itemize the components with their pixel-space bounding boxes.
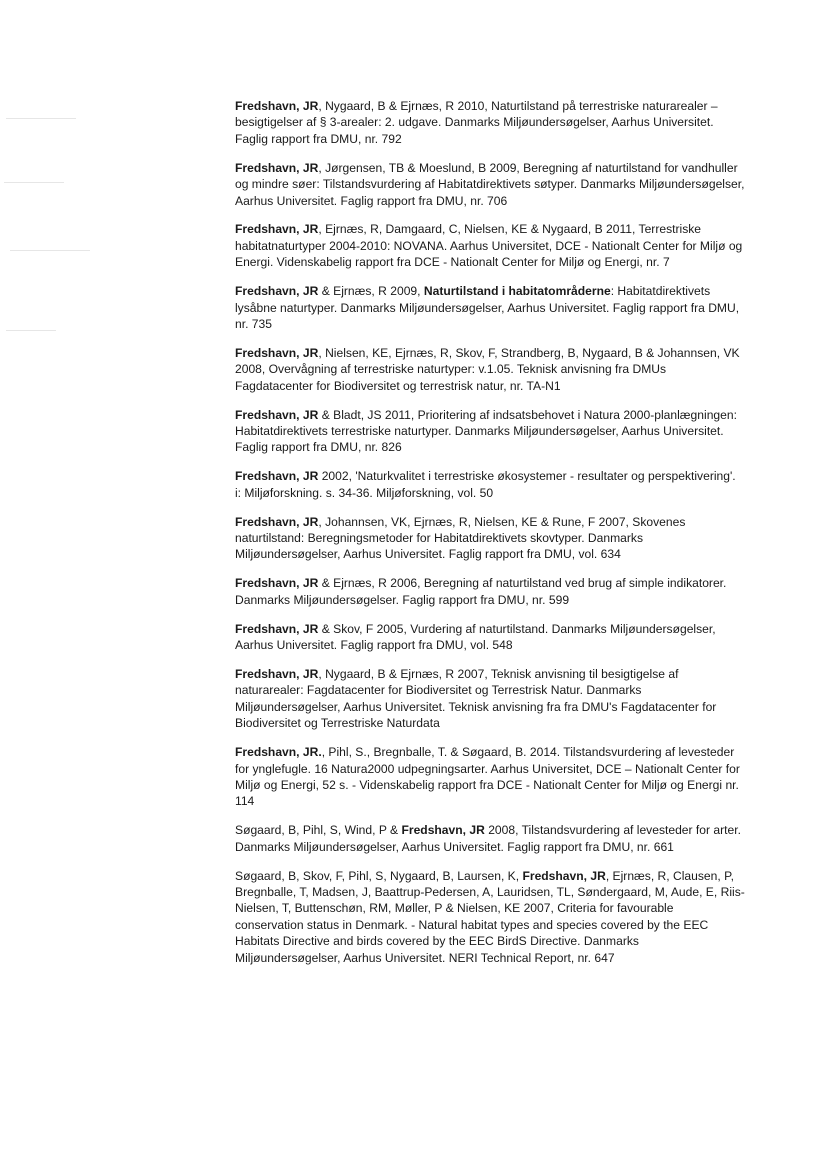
reference-text: : Habitatdirektivets lysåbne naturtyper. Danmarks Miljøundersøgelser, Aarhus Universitet. Faglig rapport fra DMU, nr. 735 <box>235 284 740 331</box>
reference-bold-text: Fredshavn, JR <box>235 514 319 529</box>
reference-entry <box>235 345 745 394</box>
reference-text: , Nygaard, B & Ejrnæs, R 2007, Teknisk anvisning til besigtigelse af naturarealer: Fagdatacenter for Biodiversitet og Terrestrisk Natur. Danmarks Miljøundersøgelser, Aarhus Universitet. Teknisk anvisning fra fra DMU's Fagdatacenter for Biodiversitet og Terrestriske Naturdata <box>235 666 717 731</box>
reference-text: 2008, Tilstandsvurdering af levesteder for arter. Danmarks Miljøundersøgelser, Aarhus Universitet. Faglig rapport fra DMU, nr. 661 <box>235 823 741 854</box>
reference-bold-text: Fredshavn, JR <box>235 469 319 484</box>
reference-bold-text: Fredshavn, JR. <box>235 745 322 760</box>
reference-text: , Ejrnæs, R, Damgaard, C, Nielsen, KE & Nygaard, B 2011, Terrestriske habitatnaturtyper 2004-2010: NOVANA. Aarhus Universitet, DCE - Nationalt Center for Miljø og Energi. Videnskabelig rapport fra DCE - Nationalt Center for Miljø og Energi, nr. 7 <box>235 222 743 270</box>
reference-bold-text: Naturtilstand i habitatområderne <box>423 284 611 299</box>
reference-entry <box>235 160 745 209</box>
reference-entry <box>235 744 745 810</box>
reference-bold-text: Fredshavn, JR <box>235 345 319 360</box>
reference-text: Søgaard, B, Skov, F, Pihl, S, Nygaard, B, Laursen, K, <box>235 868 523 883</box>
reference-text: & Skov, F 2005, Vurdering af naturtilstand. Danmarks Miljøundersøgelser, Aarhus Universitet. Faglig rapport fra DMU, vol. 548 <box>235 621 716 653</box>
reference-entry <box>235 98 745 147</box>
reference-text: , Nygaard, B & Ejrnæs, R 2010, Naturtilstand på terrestriske naturarealer – besigtigelser af § 3-arealer: 2. udgave. Danmarks Miljøundersøgelser, Aarhus Universitet. Faglig rapport fra DMU, nr. 792 <box>235 99 718 146</box>
reference-text: & Ejrnæs, R 2009, <box>318 284 424 299</box>
reference-text: , Johannsen, VK, Ejrnæs, R, Nielsen, KE & Rune, F 2007, Skovenes naturtilstand: Beregningsmetoder for Habitatdirektivets skovtyper. Danmarks Miljøundersøgelser, Aarhus Universitet. Faglig rapport fra DMU, vol. 634 <box>235 514 686 562</box>
reference-entry <box>235 822 745 855</box>
reference-text: , Pihl, S., Bregnballe, T. & Søgaard, B. 2014. Tilstandsvurdering af levesteder for ynglefugle. 16 Natura2000 udpegningsarter. Aarhus Universitet, DCE – Nationalt Center for Miljø og Energi, 52 s. - Videnskabelig rapport fra DCE - Nationalt Center for Miljø og Energi nr. 114 <box>235 745 740 809</box>
reference-entry <box>235 221 745 270</box>
reference-text: 2002, 'Naturkvalitet i terrestriske økosystemer - resultater og perspektivering'. i: Miljøforskning. s. 34-36. Miljøforskning, vol. 50 <box>235 469 736 500</box>
reference-bold-text: Fredshavn, JR <box>235 621 319 636</box>
reference-entry <box>235 575 745 608</box>
reference-text: Søgaard, B, Pihl, S, Wind, P & <box>235 823 402 838</box>
reference-bold-text: Fredshavn, JR <box>235 407 319 422</box>
reference-text: , Nielsen, KE, Ejrnæs, R, Skov, F, Strandberg, B, Nygaard, B & Johannsen, VK 2008, Overvågning af terrestriske naturtyper: v.1.05. Teknisk anvisning fra DMUs Fagdatacenter for Biodiversitet og terrestrisk natur, nr. TA-N1 <box>235 345 740 393</box>
reference-entry <box>235 666 745 732</box>
reference-bold-text: Fredshavn, JR <box>235 160 319 175</box>
scan-margin-artifacts <box>0 0 120 1169</box>
reference-entry <box>235 514 745 563</box>
reference-entry <box>235 283 745 332</box>
reference-bold-text: Fredshavn, JR <box>401 823 485 838</box>
reference-text: & Ejrnæs, R 2006, Beregning af naturtilstand ved brug af simple indikatorer. Danmarks Miljøundersøgelser. Faglig rapport fra DMU, nr. 599 <box>235 576 727 607</box>
reference-bold-text: Fredshavn, JR <box>235 576 319 591</box>
reference-text: & Bladt, JS 2011, Prioritering af indsatsbehovet i Natura 2000-planlægningen: Habitatdirektivets terrestriske naturtyper. Danmarks Miljøundersøgelser, Aarhus Universitet. Faglig rapport fra DMU, nr. 826 <box>235 407 737 455</box>
reference-text: , Jørgensen, TB & Moeslund, B 2009, Beregning af naturtilstand for vandhuller og mindre søer: Tilstandsvurdering af Habitatdirektivets søtyper. Danmarks Miljøundersøgelser, Aarhus Universitet. Faglig rapport fra DMU, nr. 706 <box>235 160 745 208</box>
reference-entry <box>235 407 745 456</box>
reference-bold-text: Fredshavn, JR <box>235 666 319 681</box>
reference-entry <box>235 868 745 966</box>
reference-bold-text: Fredshavn, JR <box>235 284 319 299</box>
reference-list <box>235 98 745 978</box>
reference-bold-text: Fredshavn, JR <box>235 222 319 237</box>
reference-text: , Ejrnæs, R, Clausen, P, Bregnballe, T, Madsen, J, Baattrup-Pedersen, A, Lauridsen, TL, Søndergaard, M, Aude, E, Riis-Nielsen, T, Buttenschøn, RM, Møller, P & Nielsen, KE 2007, Criteria for favourable conservation status in Denmark. - Natural habitat types and species covered by the EEC Habitats Directive and birds covered by the EEC BirdS Directive. Danmarks Miljøundersøgelser, Aarhus Universitet. NERI Technical Report, nr. 647 <box>235 868 745 965</box>
reference-bold-text: Fredshavn, JR <box>235 99 319 113</box>
reference-bold-text: Fredshavn, JR <box>522 868 606 883</box>
reference-entry <box>235 621 745 654</box>
reference-entry <box>235 468 745 501</box>
